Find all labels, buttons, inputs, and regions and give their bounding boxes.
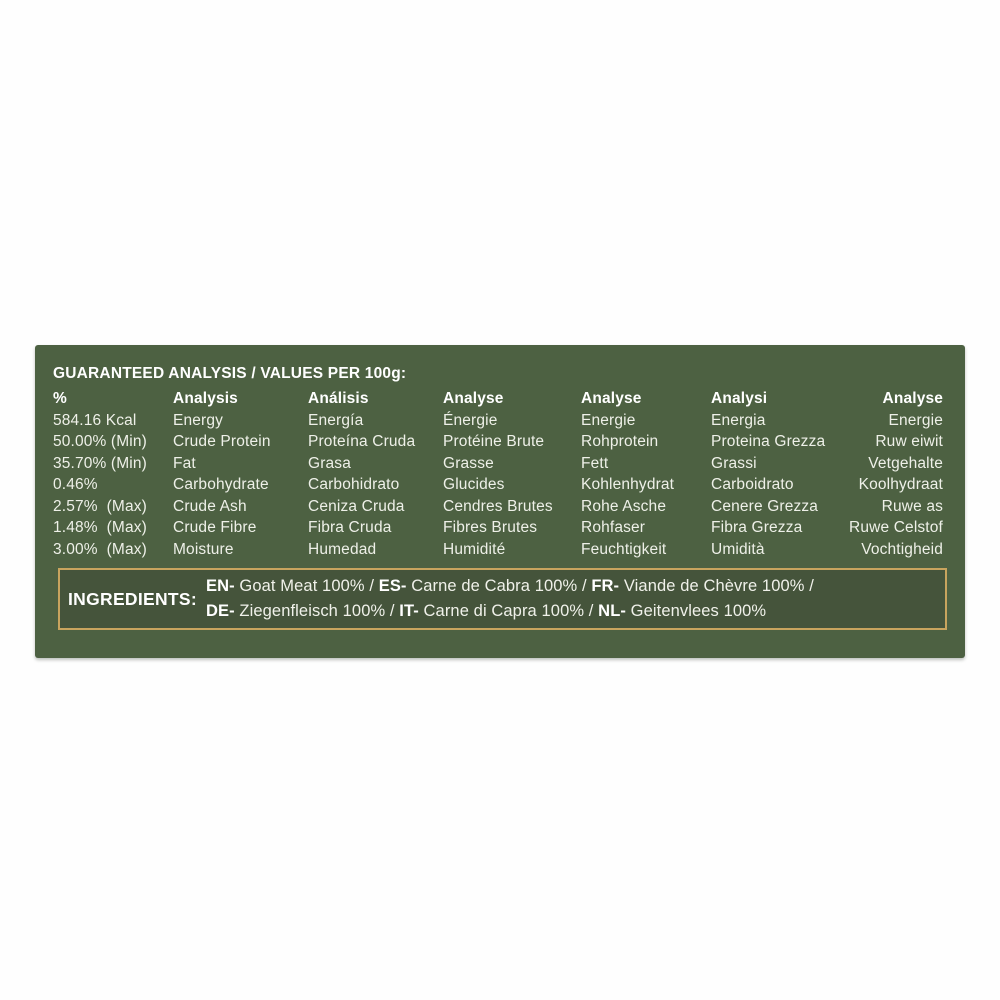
table-cell: Proteina Grezza [711,433,826,450]
table-cell: Vochtigheid [861,540,943,558]
table-cell: Proteína Cruda [308,433,416,450]
lang-code-en: EN- [206,577,235,595]
table-cell: Feuchtigkeit [581,540,667,558]
ingredient-it: Carne di Capra 100% / [418,602,599,620]
lang-code-de: DE- [206,602,235,620]
table-cell: Fett [581,454,609,472]
ingredients-box [58,568,947,630]
table-cell: Grasse [443,454,494,472]
column-header: Analysis [173,390,238,407]
lang-code-fr: FR- [591,577,620,595]
ingredient-nl: Geitenvlees 100% [625,602,767,620]
table-cell: Glucides [443,476,505,493]
analysis-table [53,388,943,560]
table-cell: Energie [888,411,943,429]
table-cell: Carbohydrate [173,476,269,493]
ingredients-line-1 [206,574,814,599]
table-cell: Crude Ash [173,497,247,515]
table-cell: Carbohidrato [308,476,400,493]
table-cell: 3.00% (Max) [53,540,147,558]
table-cell: Cenere Grezza [711,497,819,515]
table-cell: 0.46% [53,476,98,493]
table-cell: Énergie [443,411,498,429]
table-cell: Grassi [711,454,757,472]
column-header: Analysi [711,390,768,407]
table-cell: Energía [308,411,364,429]
column-header: Analyse [443,390,504,407]
table-cell: Humidité [443,540,506,558]
ingredient-es: Carne de Cabra 100% / [406,577,592,595]
lang-code-es: ES- [378,577,407,595]
table-cell: Rohe Asche [581,497,667,515]
lang-code-nl: NL- [598,602,626,620]
table-cell: Grasa [308,454,351,472]
ingredients-line-2 [206,599,814,624]
table-cell: Rohfaser [581,519,646,536]
table-cell: Crude Protein [173,433,271,450]
table-cell: Cendres Brutes [443,497,553,515]
column-header: % [53,390,67,407]
table-cell: 35.70% (Min) [53,454,147,472]
table-cell: Umidità [711,540,765,558]
ingredient-fr: Viande de Chèvre 100% / [619,577,814,595]
table-cell: Carboidrato [711,476,794,493]
table-cell: Fat [173,454,196,472]
table-cell: Energia [711,411,766,429]
table-cell: Moisture [173,540,234,558]
table-cell: Ceniza Cruda [308,497,405,515]
ingredients-label: INGREDIENTS: [68,588,198,609]
table-cell: Protéine Brute [443,433,545,450]
table-cell: Ruwe Celstof [849,519,943,536]
table-cell: Crude Fibre [173,519,257,536]
table-cell: Kohlenhydrat [581,476,675,493]
table-cell: Koolhydraat [858,476,943,493]
column-header: Analyse [882,390,943,407]
table-cell: Fibra Grezza [711,519,803,536]
table-cell: Vetgehalte [868,454,943,472]
table-cell: 2.57% (Max) [53,497,147,515]
table-cell: 1.48% (Max) [53,519,147,536]
ingredient-en: Goat Meat 100% / [234,577,379,595]
table-cell: Energy [173,411,224,429]
table-cell: Fibra Cruda [308,519,392,536]
table-cell: Fibres Brutes [443,519,538,536]
table-cell: Ruwe as [881,497,943,515]
table-cell: Energie [581,411,636,429]
column-header: Análisis [308,390,369,407]
guaranteed-analysis-panel [35,345,965,658]
ingredient-de: Ziegenfleisch 100% / [234,602,400,620]
lang-code-it: IT- [399,602,419,620]
table-cell: Rohprotein [581,433,659,450]
table-cell: Ruw eiwit [875,433,943,450]
ingredients-text [206,574,814,624]
panel-title: GUARANTEED ANALYSIS / VALUES PER 100g: [53,365,407,382]
table-cell: Humedad [308,540,377,558]
table-cell: 50.00% (Min) [53,433,147,450]
column-header: Analyse [581,390,642,407]
table-cell: 584.16 Kcal [53,411,137,429]
